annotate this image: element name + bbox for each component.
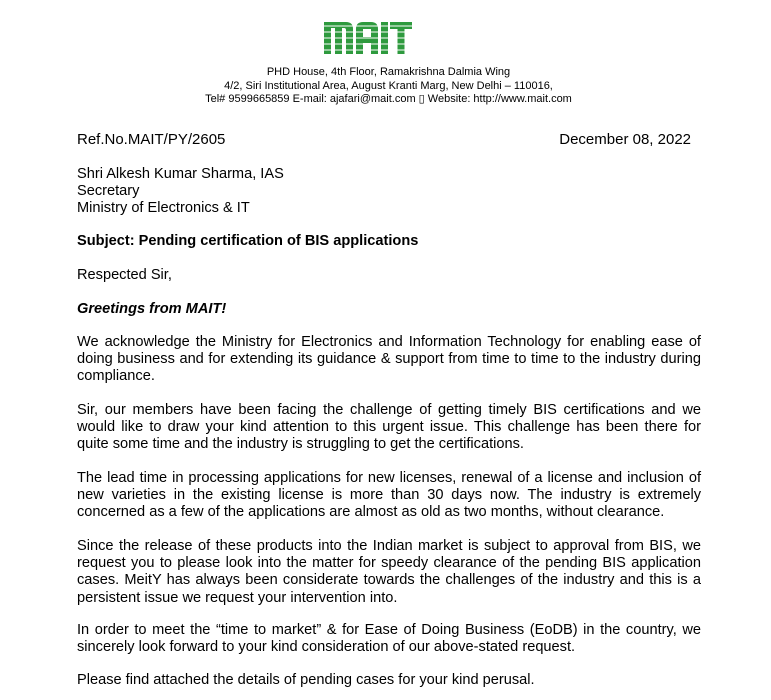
recipient-organization: Ministry of Electronics & IT [77,200,250,217]
body-paragraph: The lead time in processing applications for new licenses, renewal of a license and inclusion of new varieties in the existing license is more than 30 days now. The industry is extremely concerned as a few of the applications are almost as old as two months, without clearance. [77,470,701,521]
body-paragraph: Please find attached the details of pending cases for your kind perusal. [77,672,535,688]
recipient-address [77,166,701,218]
recipient-designation: Secretary [77,183,140,200]
mait-logo-graphic [322,16,412,56]
salutation: Respected Sir, [77,267,172,283]
reference-number: Ref.No.MAIT/PY/2605 [77,131,226,148]
subject-line: Subject: Pending certification of BIS applications [77,233,419,249]
recipient-name: Shri Alkesh Kumar Sharma, IAS [77,166,284,182]
letterhead-contact-line: Tel# 9599665859 E-mail: ajafari@mait.com ▯ Website: http://www.mait.com [205,93,572,105]
body-paragraph: Since the release of these products into the Indian market is subject to approval from BIS, we request you to please look into the matter for speedy clearance of the pending BIS application cases. MeitY has always been considerate towards the challenges of the industry and this is a persistent issue we request your intervention into. [77,538,701,606]
body-paragraph: In order to meet the “time to market” & for Ease of Doing Business (EoDB) in the country, we sincerely look forward to your kind consideration of our above-stated request. [77,622,701,656]
mait-logo [322,16,412,56]
letterhead-address-line1: PHD House, 4th Floor, Ramakrishna Dalmia Wing [266,66,511,78]
greeting: Greetings from MAIT! [77,301,227,317]
letter-date: December 08, 2022 [559,131,691,148]
letterhead-address-line2: 4/2, Siri Institutional Area, August Kranti Marg, New Delhi – 110016, [224,80,553,92]
body-paragraph: We acknowledge the Ministry for Electronics and Information Technology for enabling ease of doing business and for extending its guidance & support from time to time to the industry during compliance. [77,334,701,385]
reference-row [77,131,691,148]
body-paragraph: Sir, our members have been facing the challenge of getting timely BIS certifications and we would like to draw your kind attention to this urgent issue. This challenge has been there for quite some time and the industry is struggling to get the certifications. [77,402,701,453]
